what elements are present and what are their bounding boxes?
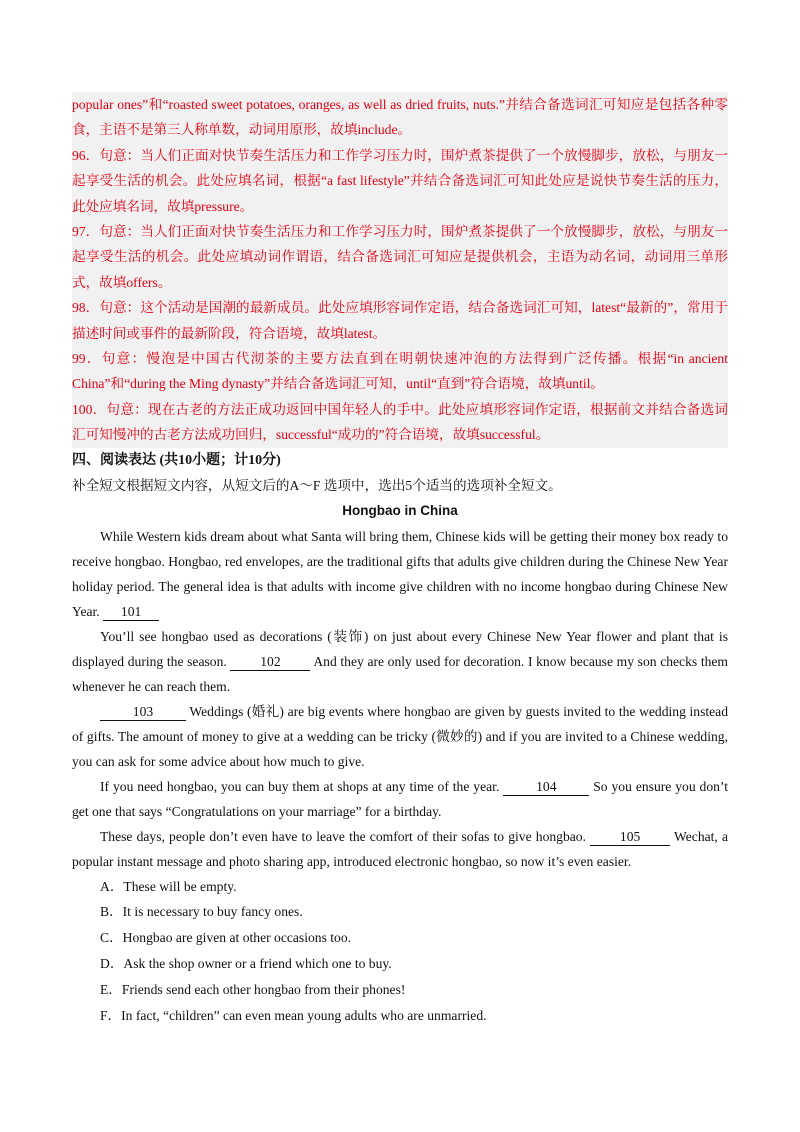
paragraph-text: These days, people don’t even have to leave the comfort of their sofas to give hongbao. — [100, 828, 586, 844]
paragraph-text: So you ensure you don’t get one that says “Congratulations on your marriage” for a birthday. — [72, 778, 728, 819]
passage-paragraph-5 — [72, 824, 728, 874]
blank-102: 102 — [230, 654, 310, 671]
paragraph-text: Weddings (婚礼) are big events where hongbao are given by guests invited to the wedding instead of gifts. The amount of money to give at a wedding can be tricky (微妙的) and if you are invited to a Chinese wedding, you can ask for some advice about how much to give. — [72, 703, 729, 769]
option-f: F．In fact, “children” can even mean young adults who are unmarried. — [100, 1007, 487, 1023]
passage-paragraph-1 — [72, 524, 728, 624]
option-a: A．These will be empty. — [100, 878, 237, 894]
paragraph-text: While Western kids dream about what Santa will bring them, Chinese kids will be getting their money box ready to receive hongbao. Hongbao, red envelopes, are the traditional gifts that adults give children during the Chinese New Year holiday period. The general idea is that adults with income give children with no income hongbao during Chinese New Year. — [72, 528, 728, 619]
blank-103: 103 — [100, 704, 186, 721]
paragraph-text: And they are only used for decoration. I know because my son checks them whenever he can reach them. — [72, 653, 729, 694]
passage-title: Hongbao in China — [342, 502, 458, 518]
answer-96: 96．句意：当人们正面对快节奏生活压力和工作学习压力时，围炉煮茶提供了一个放慢脚步，放松，与朋友一起享受生活的机会。此处应填名词，根据“a fast lifestyle”并结合备选词汇可知此处应是说快节奏生活的压力，此处应填名词，故填pressure。 — [72, 147, 728, 214]
section-heading: 四、阅读表达 (共10小题；计10分) — [72, 452, 281, 468]
option-d: D．Ask the shop owner or a friend which one to buy. — [100, 956, 392, 972]
blank-101: 101 — [103, 604, 159, 621]
answer-100: 100．句意：现在古老的方法正成功返回中国年轻人的手中。此处应填形容词作定语，根据前文并结合备选词汇可知慢冲的古老方法成功回归，successful“成功的”符合语境，故填successful。 — [72, 401, 728, 443]
passage-paragraph-2 — [72, 624, 728, 699]
paragraph-text: You’ll see hongbao used as decorations (装饰) on just about every Chinese New Year flower and plant that is displayed during the season. — [72, 628, 728, 669]
option-e: E．Friends send each other hongbao from their phones! — [100, 981, 406, 997]
answer-95-cont: popular ones”和“roasted sweet potatoes, oranges, as well as dried fruits, nuts.”并结合备选词汇可知应是包括各种零食，主语不是第三人称单数，动词用原形，故填include。 — [72, 97, 728, 138]
paragraph-text: Wechat, a popular instant message and photo sharing app, introduced electronic hongbao, so now it’s even easier. — [72, 828, 728, 869]
blank-105: 105 — [590, 829, 670, 846]
answer-99: 99．句意：慢泡是中国古代沏茶的主要方法直到在明朝快速冲泡的方法得到广泛传播。根据“in ancient China”和“during the Ming dynasty”并结合备选词汇可知，until“直到”符合语境，故填until。 — [72, 351, 728, 392]
answer-explanations — [72, 92, 728, 448]
section-instruction: 补全短文根据短文内容，从短文后的A～F 选项中，选出5个适当的选项补全短文。 — [72, 477, 562, 493]
document-page — [72, 92, 728, 1028]
blank-104: 104 — [503, 779, 589, 796]
answer-options — [72, 874, 728, 1029]
option-c: C．Hongbao are given at other occasions too. — [100, 930, 352, 946]
passage-paragraph-4 — [72, 774, 728, 824]
paragraph-text: If you need hongbao, you can buy them at shops at any time of the year. — [100, 778, 500, 794]
passage-paragraph-3 — [72, 699, 728, 774]
option-b: B．It is necessary to buy fancy ones. — [100, 904, 303, 920]
answer-97: 97．句意：当人们正面对快节奏生活压力和工作学习压力时，围炉煮茶提供了一个放慢脚步，放松，与朋友一起享受生活的机会。此处应填动词作谓语，结合备选词汇可知应是提供机会，主语为动名词，动词用三单形式，故填offers。 — [72, 224, 728, 290]
answer-98: 98．句意：这个活动是国潮的最新成员。此处应填形容词作定语，结合备选词汇可知，latest“最新的”，常用于描述时间或事件的最新阶段，符合语境，故填latest。 — [72, 300, 728, 341]
